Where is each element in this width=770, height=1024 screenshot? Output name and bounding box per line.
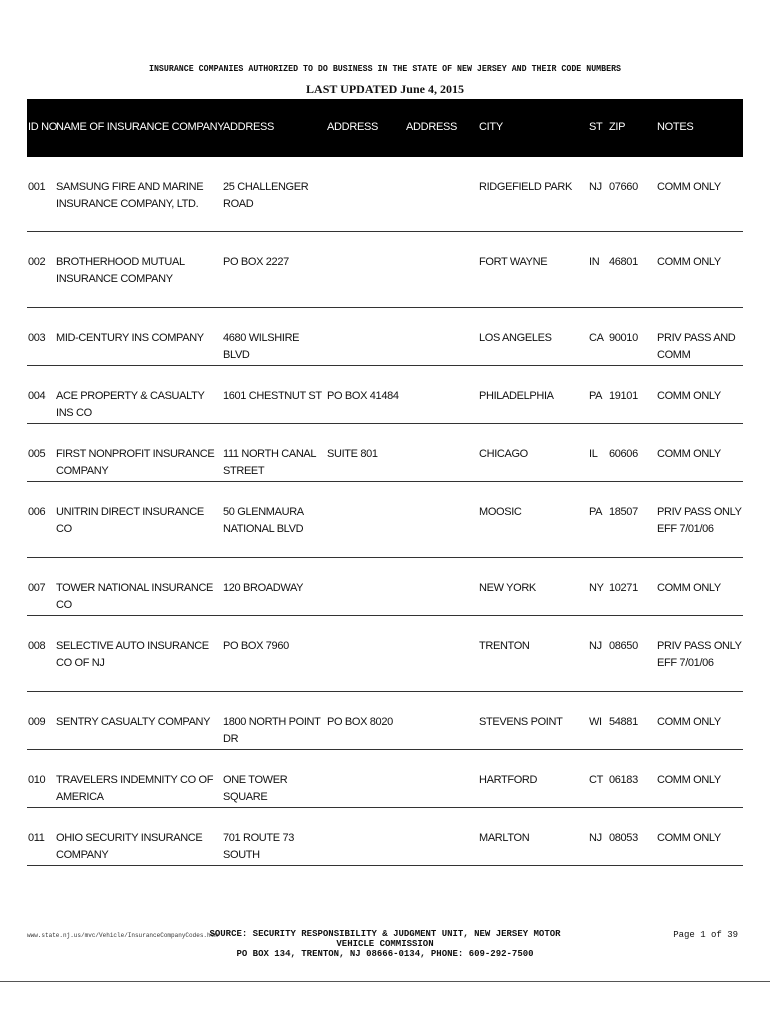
cell-id: 010 <box>28 774 46 786</box>
footer-url: www.state.nj.us/mvc/Vehicle/InsuranceCompanyCodes.htm <box>27 932 218 939</box>
header-zip: ZIP <box>609 121 626 133</box>
cell-state: NJ <box>589 640 602 652</box>
cell-zip: 07660 <box>609 181 638 193</box>
cell-company-name: UNITRIN DIRECT INSURANCE CO <box>56 506 204 535</box>
cell-zip: 06183 <box>609 774 638 786</box>
table-row <box>27 366 743 424</box>
cell-address-1: ONE TOWER SQUARE <box>223 774 288 803</box>
cell-zip: 19101 <box>609 390 638 402</box>
table-row <box>27 616 743 692</box>
cell-city: HARTFORD <box>479 774 538 786</box>
cell-id: 002 <box>28 256 46 268</box>
cell-city: MARLTON <box>479 832 530 844</box>
cell-city: NEW YORK <box>479 582 536 594</box>
table-row <box>27 232 743 308</box>
cell-id: 001 <box>28 181 46 193</box>
cell-zip: 18507 <box>609 506 638 518</box>
cell-address-1: 111 NORTH CANAL STREET <box>223 448 316 477</box>
cell-id: 008 <box>28 640 46 652</box>
cell-city: STEVENS POINT <box>479 716 563 728</box>
header-st: ST <box>589 121 603 133</box>
cell-notes: PRIV PASS ONLY EFF 7/01/06 <box>657 640 742 669</box>
cell-company-name: TRAVELERS INDEMNITY CO OF AMERICA <box>56 774 214 803</box>
header-address-1: ADDRESS <box>223 121 275 133</box>
table-row <box>27 424 743 482</box>
cell-id: 003 <box>28 332 46 344</box>
cell-state: PA <box>589 390 603 402</box>
cell-address-1: 120 BROADWAY <box>223 582 304 594</box>
cell-address-1: 4680 WILSHIRE BLVD <box>223 332 300 361</box>
cell-zip: 08650 <box>609 640 638 652</box>
cell-zip: 10271 <box>609 582 638 594</box>
cell-company-name: SENTRY CASUALTY COMPANY <box>56 716 211 728</box>
cell-state: IL <box>589 448 598 460</box>
table-row <box>27 750 743 808</box>
cell-state: CA <box>589 332 604 344</box>
cell-address-1: 50 GLENMAURA NATIONAL BLVD <box>223 506 304 535</box>
cell-address-2: PO BOX 41484 <box>327 390 399 402</box>
cell-company-name: MID-CENTURY INS COMPANY <box>56 332 204 344</box>
cell-address-2: PO BOX 8020 <box>327 716 393 728</box>
cell-id: 004 <box>28 390 46 402</box>
cell-state: CT <box>589 774 603 786</box>
header-id: ID NO <box>28 121 58 133</box>
cell-id: 009 <box>28 716 46 728</box>
cell-address-1: 25 CHALLENGER ROAD <box>223 181 309 210</box>
cell-state: IN <box>589 256 600 268</box>
cell-zip: 08053 <box>609 832 638 844</box>
last-updated: LAST UPDATED June 4, 2015 <box>306 82 464 96</box>
cell-company-name: TOWER NATIONAL INSURANCE CO <box>56 582 214 611</box>
cell-zip: 46801 <box>609 256 638 268</box>
cell-address-2: SUITE 801 <box>327 448 378 460</box>
page-divider <box>0 981 770 982</box>
cell-city: PHILADELPHIA <box>479 390 554 402</box>
header-address-3: ADDRESS <box>406 121 458 133</box>
table-row <box>27 808 743 866</box>
cell-company-name: OHIO SECURITY INSURANCE COMPANY <box>56 832 203 861</box>
cell-notes: COMM ONLY <box>657 582 721 594</box>
cell-address-1: PO BOX 7960 <box>223 640 289 652</box>
cell-id: 006 <box>28 506 46 518</box>
table-row <box>27 308 743 366</box>
cell-address-1: 701 ROUTE 73 SOUTH <box>223 832 295 861</box>
cell-address-1: 1601 CHESTNUT ST <box>223 390 322 402</box>
table-row <box>27 692 743 750</box>
cell-state: WI <box>589 716 602 728</box>
cell-notes: COMM ONLY <box>657 256 721 268</box>
cell-address-1: 1800 NORTH POINT DR <box>223 716 321 745</box>
cell-city: LOS ANGELES <box>479 332 552 344</box>
cell-city: TRENTON <box>479 640 530 652</box>
document-title: INSURANCE COMPANIES AUTHORIZED TO DO BUSINESS IN THE STATE OF NEW JERSEY AND THEIR CODE NUMBERS <box>148 64 622 74</box>
cell-state: PA <box>589 506 603 518</box>
cell-zip: 60606 <box>609 448 638 460</box>
cell-city: MOOSIC <box>479 506 522 518</box>
table-row <box>27 157 743 232</box>
header-city: CITY <box>479 121 503 133</box>
table-row <box>27 482 743 558</box>
header-address-2: ADDRESS <box>327 121 379 133</box>
cell-company-name: FIRST NONPROFIT INSURANCE COMPANY <box>56 448 215 477</box>
cell-notes: COMM ONLY <box>657 716 721 728</box>
cell-state: NJ <box>589 832 602 844</box>
footer-source: SOURCE: SECURITY RESPONSIBILITY & JUDGMENT UNIT, NEW JERSEY MOTOR VEHICLE COMMISSION <box>209 929 561 949</box>
header-notes: NOTES <box>657 121 694 133</box>
cell-notes: PRIV PASS AND COMM <box>657 332 736 361</box>
cell-company-name: SAMSUNG FIRE AND MARINE INSURANCE COMPANY, LTD. <box>56 181 204 210</box>
cell-notes: COMM ONLY <box>657 448 721 460</box>
cell-notes: COMM ONLY <box>657 390 721 402</box>
cell-address-1: PO BOX 2227 <box>223 256 289 268</box>
cell-city: FORT WAYNE <box>479 256 548 268</box>
cell-state: NJ <box>589 181 602 193</box>
table-header <box>27 99 743 157</box>
cell-state: NY <box>589 582 604 594</box>
header-name: NAME OF INSURANCE COMPANY <box>56 121 225 133</box>
cell-city: CHICAGO <box>479 448 528 460</box>
table-row <box>27 558 743 616</box>
cell-notes: COMM ONLY <box>657 774 721 786</box>
cell-notes: COMM ONLY <box>657 181 721 193</box>
cell-company-name: BROTHERHOOD MUTUAL INSURANCE COMPANY <box>56 256 185 285</box>
footer-address: PO BOX 134, TRENTON, NJ 08666-0134, PHONE: 609-292-7500 <box>236 949 534 959</box>
cell-id: 007 <box>28 582 46 594</box>
cell-company-name: ACE PROPERTY & CASUALTY INS CO <box>56 390 205 419</box>
cell-id: 011 <box>28 832 45 844</box>
cell-zip: 90010 <box>609 332 638 344</box>
page-number: Page 1 of 39 <box>673 930 738 940</box>
cell-city: RIDGEFIELD PARK <box>479 181 572 193</box>
cell-notes: COMM ONLY <box>657 832 721 844</box>
cell-id: 005 <box>28 448 46 460</box>
cell-zip: 54881 <box>609 716 638 728</box>
cell-notes: PRIV PASS ONLY EFF 7/01/06 <box>657 506 742 535</box>
cell-company-name: SELECTIVE AUTO INSURANCE CO OF NJ <box>56 640 209 669</box>
